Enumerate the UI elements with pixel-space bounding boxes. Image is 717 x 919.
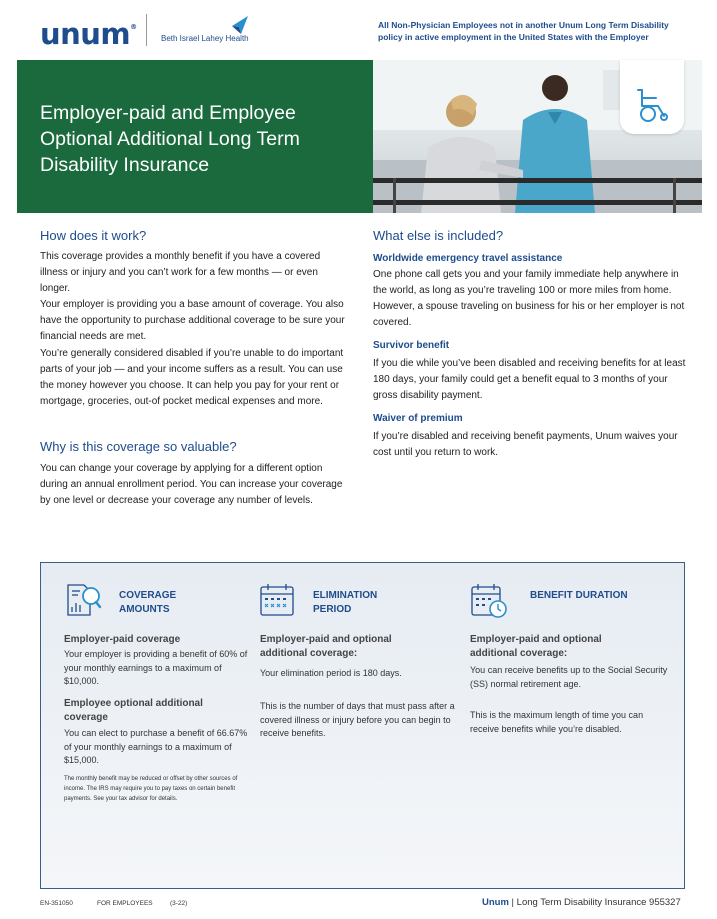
- survivor-benefit-text: If you die while you’ve been disabled and receiving benefits for at least 180 days, your family could get a benefit equal to 3 months of your gross disability payment.: [373, 358, 686, 401]
- how-paragraph-1: This coverage provides a monthly benefit if you have a covered illness or injury and you can’t work for a few months — or even longer.: [40, 251, 321, 294]
- hero-icon-tab: [620, 60, 684, 134]
- elimination-period-explanation: This is the number of days that must pass after a covered illness or injury before you can begin to receive benefits.: [260, 701, 455, 738]
- how-heading: How does it work?: [40, 228, 147, 243]
- benefit-offset-disclaimer: The monthly benefit may be reduced or offset by other sources of income. The IRS may require you to pay taxes on certain benefit payments. See your tax advisor for details.: [64, 776, 238, 802]
- wheelchair-icon: [620, 60, 684, 134]
- magnifier-document-icon: [64, 581, 102, 619]
- waiver-premium-text: If you’re disabled and receiving benefit payments, Unum waives your cost until you return to work.: [373, 431, 678, 458]
- form-date: (3-22): [170, 900, 188, 907]
- benefit-duration-heading: BENEFIT DURATION: [530, 590, 628, 601]
- employee-optional-text: You can elect to purchase a benefit of 66.67% of your monthly earnings to a maximum of $15,000.: [64, 728, 248, 765]
- employee-optional-subheading: Employee optional additional coverage: [64, 698, 203, 723]
- survivor-benefit-title: Survivor benefit: [373, 340, 450, 351]
- bird-logo-icon: [228, 14, 250, 36]
- calendar-clock-icon: [470, 581, 508, 619]
- audience-label: FOR EMPLOYEES: [97, 900, 153, 907]
- benefit-duration-explanation: This is the maximum length of time you can receive benefits while you’re disabled.: [470, 710, 644, 734]
- included-heading: What else is included?: [373, 228, 504, 243]
- travel-assistance-text: One phone call gets you and your family immediate help anywhere in the world, as long as you’re traveling 100 or more miles from home. However, a spouse traveling on business for his or her employer is not covered.: [373, 269, 685, 328]
- how-paragraph-3: You’re generally considered disabled if you’re unable to do important parts of your job — and your income suffers as a result. You can use the money however you choose. It can help you pay for your rent or mortgage, groceries, out-of pocket medical expenses and more.: [40, 348, 344, 407]
- why-paragraph: You can change your coverage by applying for a different option during an annual enrollment period. You can increase your coverage by one level or decrease your coverage any number of levels.: [40, 463, 343, 506]
- how-paragraph-2: Your employer is providing you a base amount of coverage. You also have the opportunity to purchase additional coverage to be sure your financial needs are met.: [40, 299, 345, 342]
- employer-paid-text: Your employer is providing a benefit of 60% of your monthly earnings to a maximum of $10,000.: [64, 649, 248, 686]
- employer-paid-subheading: Employer-paid coverage: [64, 634, 181, 645]
- travel-assistance-title: Worldwide emergency travel assistance: [373, 253, 563, 264]
- calendar-icon: [258, 581, 296, 619]
- waiver-premium-title: Waiver of premium: [373, 413, 463, 424]
- page-title: Employer-paid and Employee Optional Additional Long Term Disability Insurance: [40, 102, 300, 176]
- benefit-duration-text: You can receive benefits up to the Social Security (SS) normal retirement age.: [470, 665, 668, 689]
- footer-product-line: Unum | Long Term Disability Insurance 955327: [482, 897, 681, 908]
- duration-subheading: Employer-paid and optional additional coverage:: [470, 634, 602, 659]
- elimination-period-text: Your elimination period is 180 days.: [260, 668, 402, 678]
- why-heading: Why is this coverage so valuable?: [40, 439, 237, 454]
- coverage-amounts-heading: COVERAGE AMOUNTS: [119, 590, 177, 615]
- elimination-period-heading: ELIMINATION PERIOD: [313, 590, 378, 615]
- partner-name: Beth Israel Lahey Health: [161, 34, 249, 43]
- form-code: EN-351050: [40, 900, 73, 907]
- unum-logo: unum®: [40, 17, 137, 51]
- elimination-subheading: Employer-paid and optional additional coverage:: [260, 634, 392, 659]
- eligibility-statement: All Non-Physician Employees not in another Unum Long Term Disability policy in active employment in the United States with the Employer: [378, 20, 669, 42]
- logo-divider: [146, 14, 147, 46]
